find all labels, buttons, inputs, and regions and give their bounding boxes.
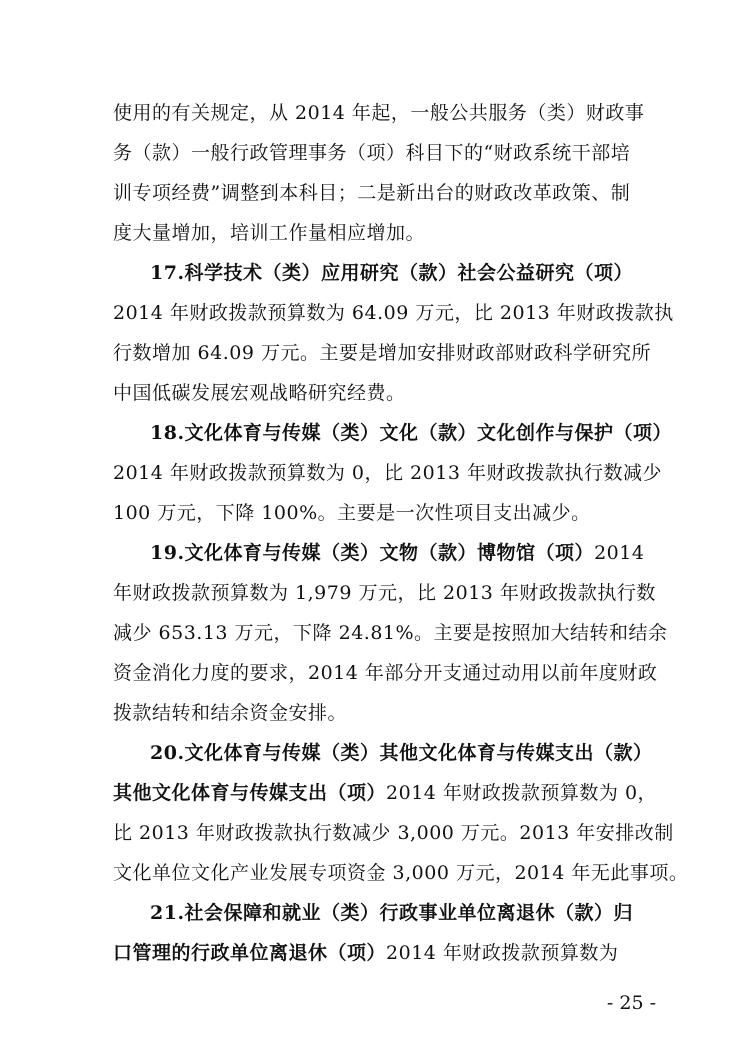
text-line: 训专项经费”调整到本科目；二是新出台的财政改革政策、制 — [113, 182, 631, 204]
section-line-21-cont — [113, 940, 658, 966]
section-heading-21: 21.社会保障和就业（类）行政事业单位离退休（款）归 — [150, 902, 634, 924]
text-line: 行数增加 64.09 万元。主要是增加安排财政部财政科学研究所 — [113, 342, 651, 364]
text-line: 2014 年财政拨款预算数为 64.09 万元，比 2013 年财政拨款执 — [113, 302, 674, 324]
text-line: 度大量增加，培训工作量相应增加。 — [113, 222, 426, 244]
section-line-20-cont — [113, 780, 658, 806]
text-line: 资金消化力度的要求，2014 年部分开支通过动用以前年度财政 — [113, 662, 658, 684]
text-line: 比 2013 年财政拨款执行数减少 3,000 万元。2013 年安排改制 — [113, 822, 674, 844]
section-heading-19: 19.文化体育与传媒（类）文物（款）博物馆（项） — [150, 542, 595, 564]
text-run: 2014 年财政拨款预算数为 0， — [386, 782, 658, 804]
text-line: 2014 年财政拨款预算数为 0，比 2013 年财政拨款执行数减少 — [113, 462, 662, 484]
text-run: 2014 年财政拨款预算数为 — [386, 942, 619, 964]
section-heading-21-cont: 口管理的行政单位离退休（项） — [113, 942, 387, 964]
text-line: 100 万元，下降 100%。主要是一次性项目支出减少。 — [113, 502, 591, 524]
text-line: 使用的有关规定，从 2014 年起，一般公共服务（类）财政事 — [113, 102, 645, 124]
text-line: 务（款）一般行政管理事务（项）科目下的“财政系统干部培 — [113, 142, 631, 164]
section-line-19 — [150, 540, 658, 566]
text-line: 减少 653.13 万元，下降 24.81%。主要是按照加大结转和结余 — [113, 622, 668, 644]
section-heading-20: 20.文化体育与传媒（类）其他文化体育与传媒支出（款） — [150, 742, 653, 764]
page-number: - 25 - — [606, 992, 656, 1014]
section-heading-20-cont: 其他文化体育与传媒支出（项） — [113, 782, 387, 804]
text-line: 拨款结转和结余资金安排。 — [113, 702, 348, 724]
text-run: 2014 — [594, 542, 645, 564]
section-heading-17: 17.科学技术（类）应用研究（款）社会公益研究（项） — [150, 262, 634, 284]
section-heading-18: 18.文化体育与传媒（类）文化（款）文化创作与保护（项） — [150, 422, 673, 444]
text-line: 年财政拨款预算数为 1,979 万元，比 2013 年财政拨款执行数 — [113, 582, 656, 604]
text-line: 中国低碳发展宏观战略研究经费。 — [113, 382, 406, 404]
text-line: 文化单位文化产业发展专项资金 3,000 万元，2014 年无此事项。 — [113, 862, 689, 884]
